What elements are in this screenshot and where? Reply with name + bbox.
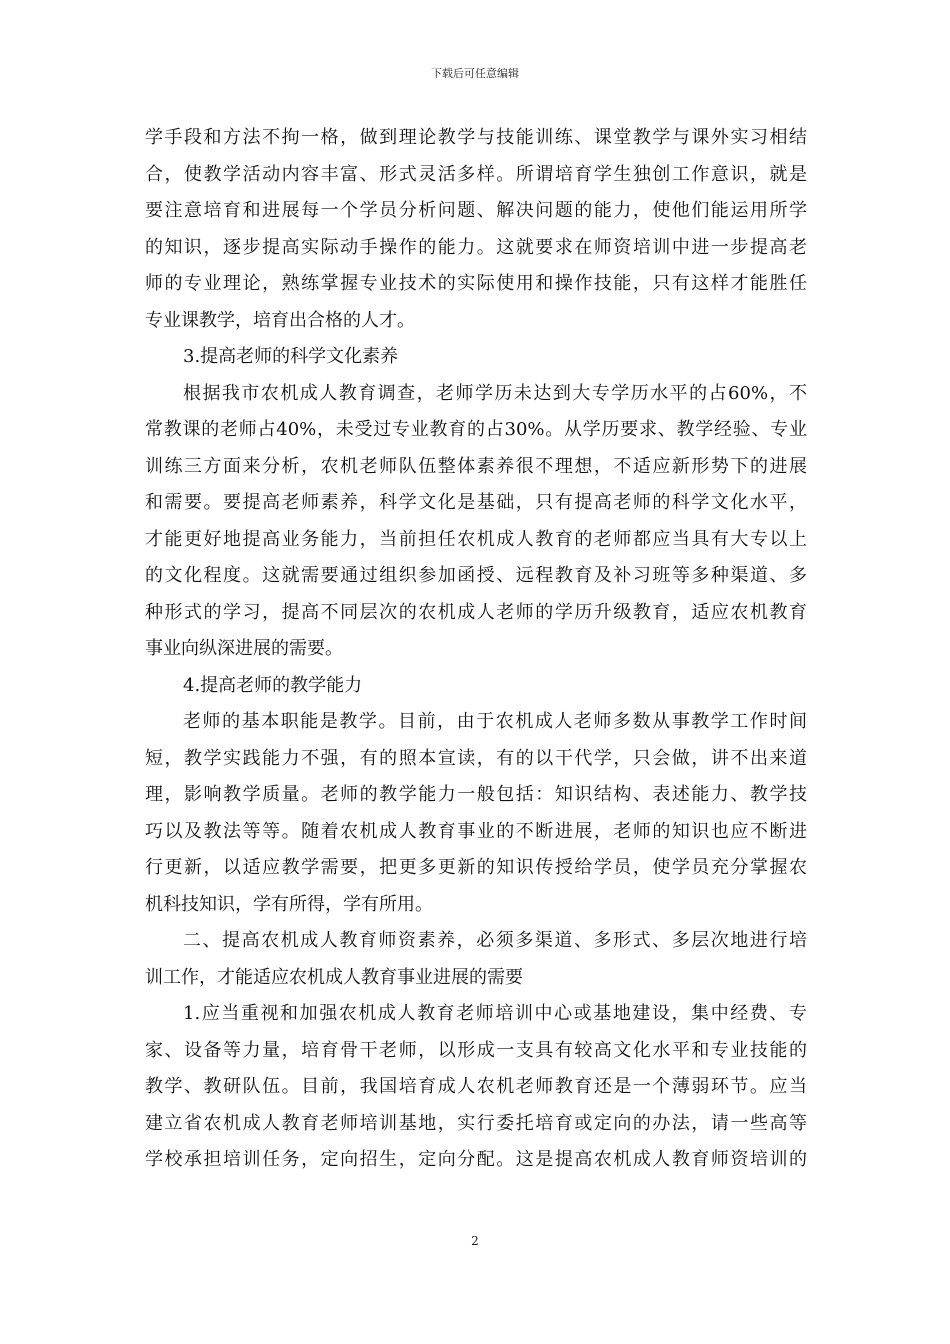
text-line: 理，影响教学质量。老师的教学能力一般包括：知识结构、表述能力、教学技 [145,784,807,805]
section-heading: 二、提高农机成人教育师资素养，必须多渠道、多形式、多层次地进行培 [183,930,807,951]
text-line: 家、设备等力量，培育骨干老师，以形成一支具有较高文化水平和专业技能的 [145,1039,807,1061]
text-line: 要注意培育和进展每一个学员分析问题、解决问题的能力，使他们能运用所学 [145,200,807,221]
text-line: 的文化程度。这就需要通过组织参加函授、远程教育及补习班等多种渠道、多 [145,565,807,586]
text-line: 训练三方面来分析，农机老师队伍整体素养很不理想，不适应新形势下的进展 [145,455,807,477]
text-line: 种形式的学习，提高不同层次的农机成人老师的学历升级教育，适应农机教育 [145,601,807,623]
document-body [145,120,807,1179]
page-header: 下载后可任意编辑 [431,67,519,80]
text-line: 短，教学实践能力不强，有的照本宣读，有的以干代学，只会做，讲不出来道 [145,747,807,769]
text-line: 行更新，以适应教学需要，把更多更新的知识传授给学员，使学员充分掌握农 [145,857,807,878]
text-line: 事业向纵深进展的需要。 [145,638,343,659]
text-line: 根据我市农机成人教育调查，老师学历未达到大专学历水平的占60%，不 [183,382,807,404]
text-line: 1.应当重视和加强农机成人教育老师培训中心或基地建设，集中经费、专 [183,1003,807,1024]
text-line: 合，使教学活动内容丰富、形式灵活多样。所谓培育学生独创工作意识，就是 [145,163,807,185]
text-line: 机科技知识，学有所得，学有所用。 [145,893,433,915]
section-heading: 3.提高老师的科学文化素养 [183,346,399,367]
text-line: 和需要。要提高老师素养，科学文化是基础，只有提高老师的科学文化水平， [145,492,807,513]
text-line: 才能更好地提高业务能力，当前担任农机成人教育的老师都应当具有大专以上 [145,528,807,550]
text-line: 常教课的老师占40%，未受过专业教育的占30%。从学历要求、教学经验、专业 [145,419,807,440]
text-line: 师的专业理论，熟练掌握专业技术的实际使用和操作技能，只有这样才能胜任 [145,273,807,294]
page-number: 2 [471,1234,479,1248]
text-line: 的知识，逐步提高实际动手操作的能力。这就要求在师资培训中进一步提高老 [145,236,807,258]
text-line: 巧以及教法等等。随着农机成人教育事业的不断进展，老师的知识也应不断进 [145,820,807,842]
text-line: 建立省农机成人教育老师培训基地，实行委托培育或定向的办法，请一些高等 [145,1112,807,1134]
text-line: 学手段和方法不拘一格，做到理论教学与技能训练、课堂教学与课外实习相结 [145,127,807,148]
text-line: 学校承担培训任务，定向招生，定向分配。这是提高农机成人教育师资培训的 [145,1149,807,1170]
section-heading: 4.提高老师的教学能力 [183,674,363,696]
text-line: 专业课教学，培育出合格的人才。 [145,309,415,331]
section-heading: 训工作，才能适应农机成人教育事业进展的需要 [145,966,523,988]
text-line: 教学、教研队伍。目前，我国培育成人农机老师教育还是一个薄弱环节。应当 [145,1076,807,1097]
text-line: 老师的基本职能是教学。目前，由于农机成人老师多数从事教学工作时间 [183,711,807,732]
